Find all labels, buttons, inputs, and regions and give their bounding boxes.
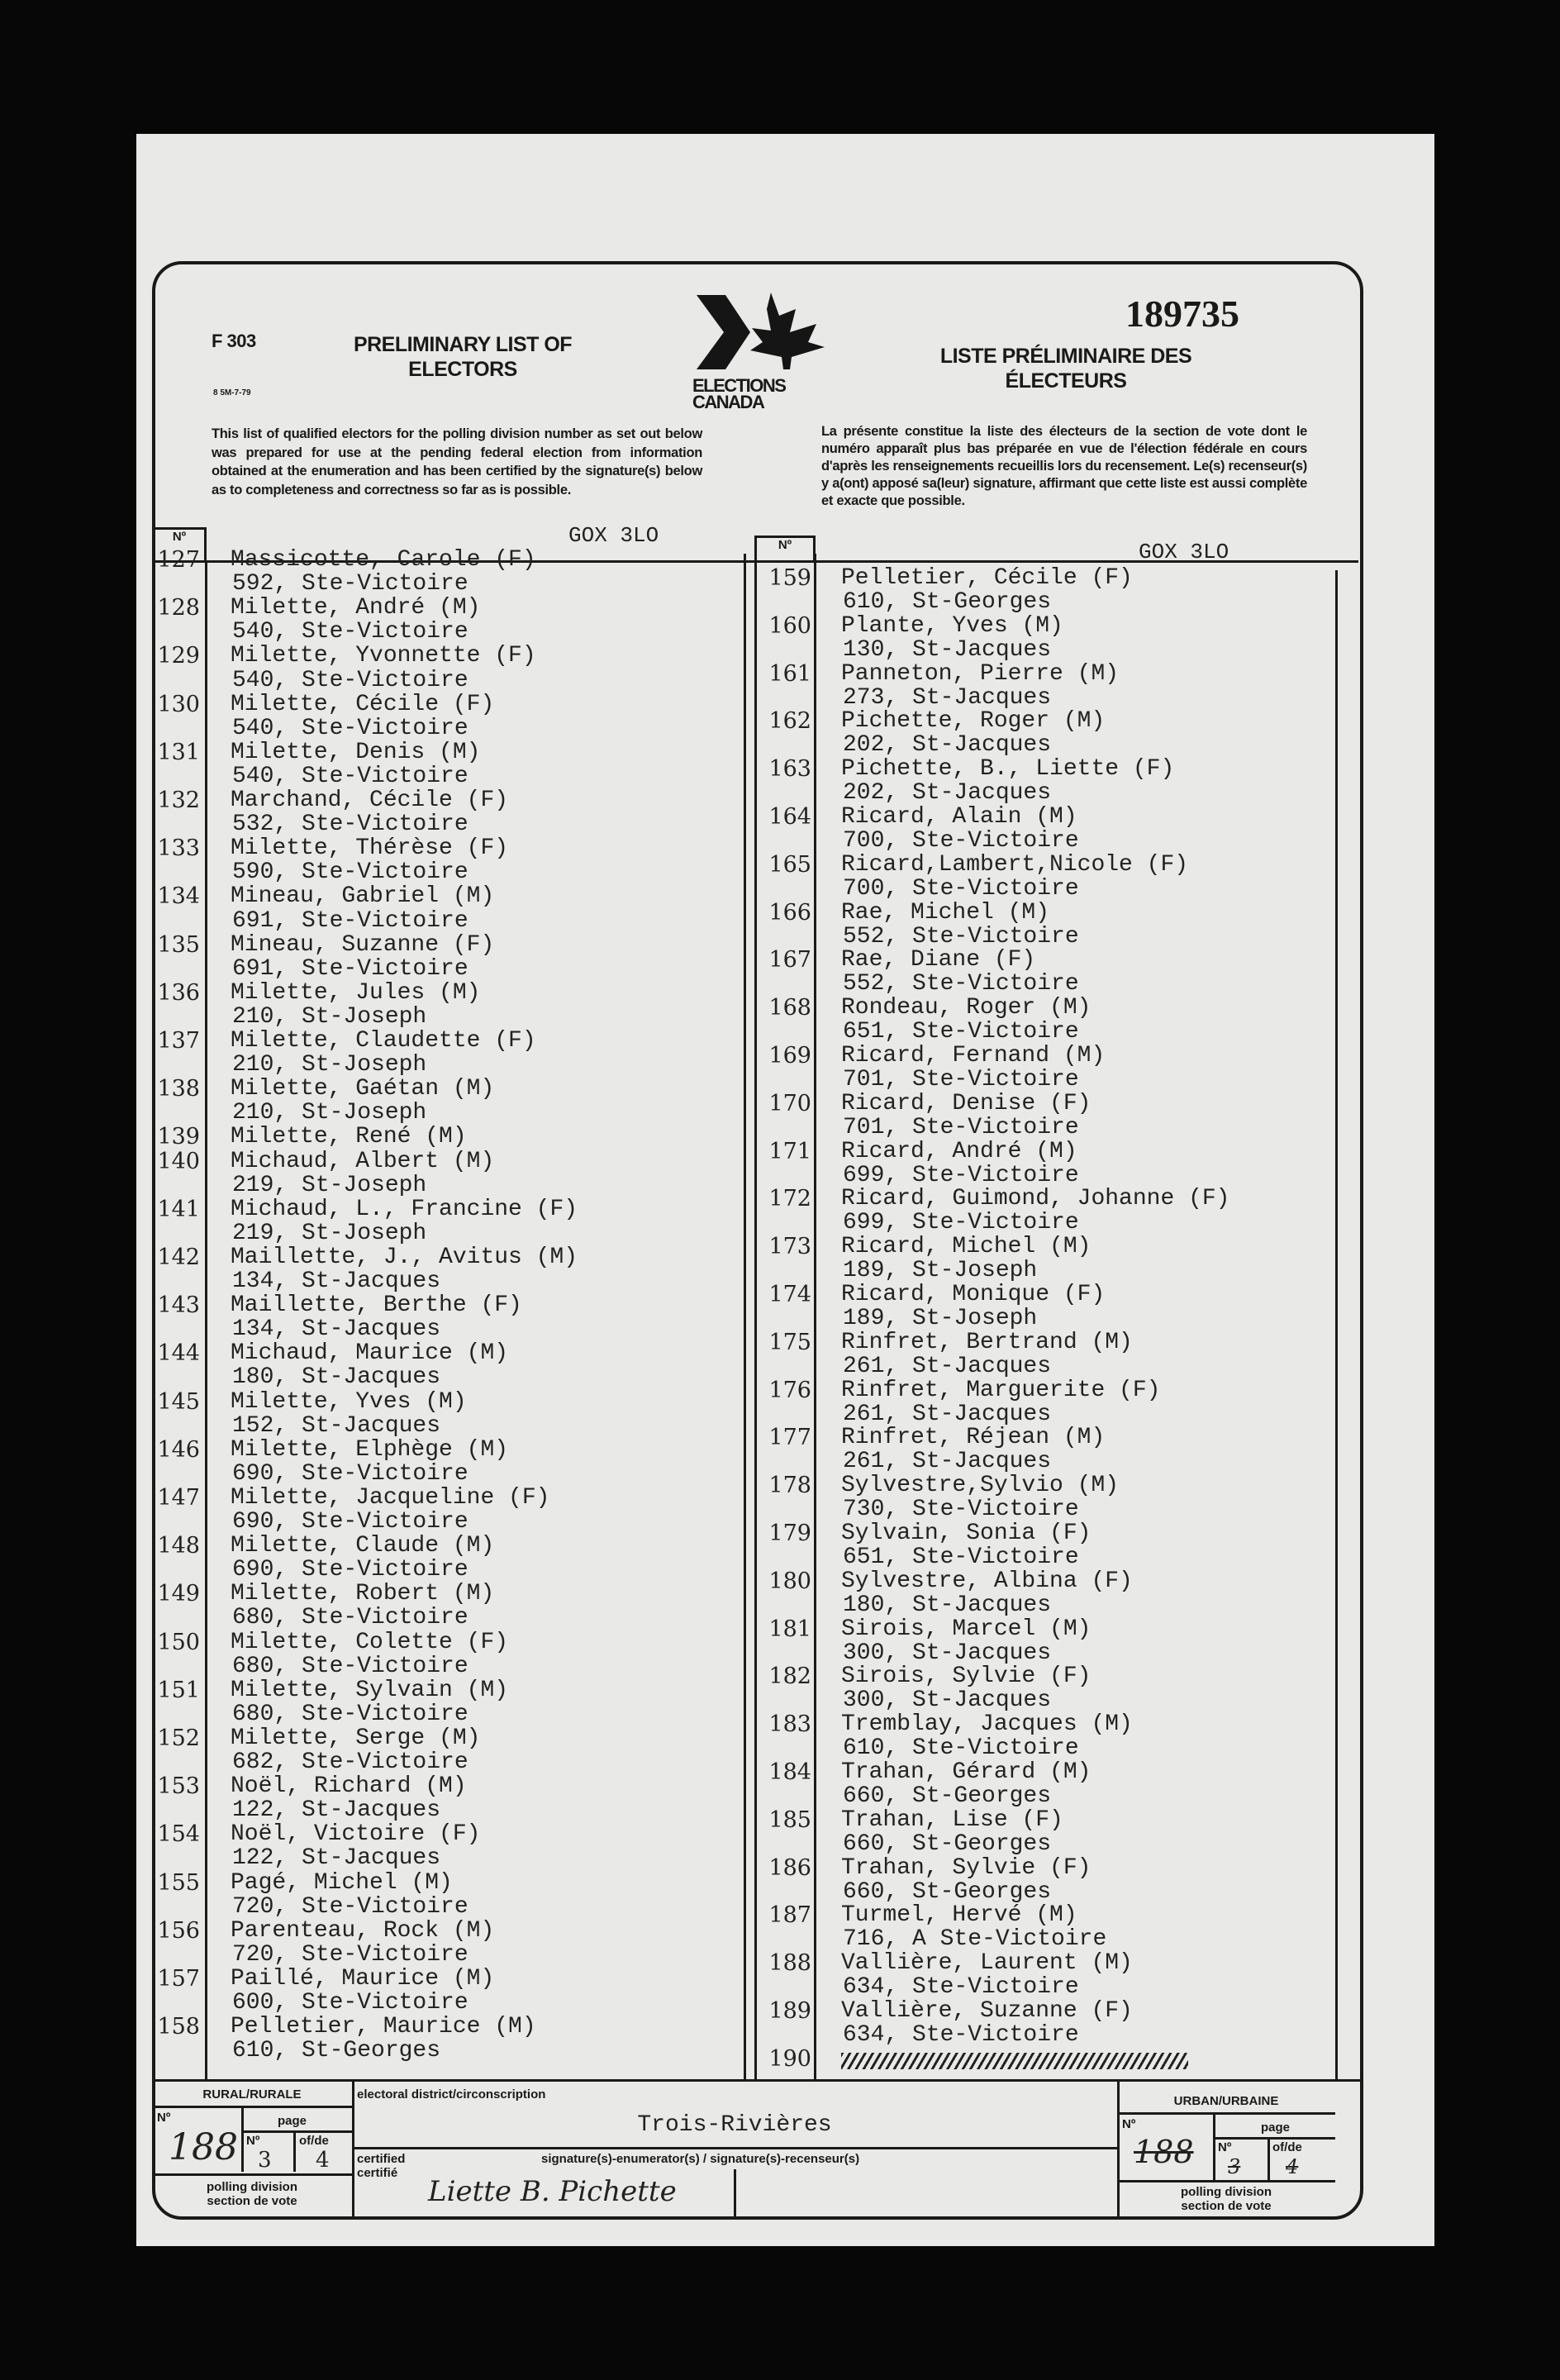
elector-name: Ricard, Alain (M): [841, 804, 1077, 830]
elector-address: 540, Ste-Victoire: [232, 763, 468, 789]
rule: [1268, 2137, 1270, 2180]
elector-name: Parenteau, Rock (M): [231, 1917, 495, 1944]
elector-address: 691, Ste-Victoire: [232, 907, 468, 934]
entry-number: 134: [157, 883, 200, 910]
rural-polling-no: 188: [169, 2126, 238, 2168]
elector-name: Panneton, Pierre (M): [841, 660, 1120, 687]
elector-address: 720, Ste-Victoire: [232, 1941, 468, 1968]
elector-name: Ricard, Michel (M): [841, 1234, 1092, 1260]
elector-name: Maillette, J., Avitus (M): [231, 1244, 578, 1270]
elector-name: Plante, Yves (M): [841, 612, 1063, 639]
elector-name: Milette, Serge (M): [231, 1725, 481, 1751]
elections-canada-logo: [692, 291, 841, 412]
urban-polling-no-crossed: 188: [1134, 2134, 1194, 2170]
elector-name: Rondeau, Roger (M): [841, 995, 1092, 1021]
elector-address: 261, St-Jacques: [843, 1449, 1052, 1475]
rural-no-label: Nº: [157, 2111, 171, 2125]
elector-address: 540, Ste-Victoire: [232, 619, 468, 645]
rule: [1117, 2180, 1335, 2182]
urban-page-label: page: [1261, 2121, 1291, 2135]
entry-number: 187: [768, 1902, 811, 1929]
elector-name: Milette, André (M): [231, 595, 481, 621]
title-fr: LISTE PRÉLIMINAIRE DES ÉLECTEURS: [939, 345, 1192, 393]
elector-address: 552, Ste-Victoire: [843, 923, 1079, 950]
elector-address: 219, St-Joseph: [232, 1220, 427, 1246]
elector-name: Michaud, L., Francine (F): [231, 1196, 578, 1222]
elector-address: 660, St-Georges: [843, 1783, 1052, 1809]
entry-number: 127: [157, 547, 200, 573]
elector-name: Milette, Denis (M): [231, 739, 481, 765]
entry-number: 164: [768, 804, 811, 830]
elector-name: Ricard,Lambert,Nicole (F): [841, 851, 1189, 878]
elector-address: 552, Ste-Victoire: [843, 971, 1079, 997]
label-fr: section de vote: [207, 2194, 297, 2208]
entry-number: 158: [157, 2014, 200, 2040]
entry-number: 143: [157, 1292, 200, 1319]
entry-number: 153: [157, 1773, 200, 1800]
elector-address: 682, Ste-Victoire: [232, 1749, 468, 1775]
elector-name: Rinfret, Bertrand (M): [841, 1329, 1133, 1355]
entry-number: 170: [768, 1090, 811, 1116]
maple-leaf-x-icon: [692, 291, 841, 374]
rule: [152, 2106, 352, 2108]
elector-name: Ricard, André (M): [841, 1138, 1077, 1164]
rural-page-label: page: [278, 2114, 307, 2128]
elector-address: 600, Ste-Victoire: [232, 1990, 468, 2016]
elector-address: 691, Ste-Victoire: [232, 955, 468, 982]
elector-address: 590, Ste-Victoire: [232, 859, 468, 886]
right-no-column-rule-a: [754, 554, 757, 2081]
urban-page-of-crossed: 4: [1286, 2155, 1299, 2178]
elector-address: 180, St-Jacques: [843, 1592, 1052, 1618]
elector-name: Milette, Sylvain (M): [231, 1677, 509, 1703]
entry-number: 147: [157, 1484, 200, 1511]
elector-name: Milette, Jules (M): [231, 979, 481, 1006]
elector-address: 610, St-Georges: [843, 588, 1052, 615]
entry-number: 168: [768, 995, 811, 1021]
elector-name: Ricard, Monique (F): [841, 1282, 1106, 1307]
rule: [241, 2130, 352, 2133]
elector-name: Vallière, Laurent (M): [841, 1950, 1133, 1977]
entry-number: 141: [157, 1196, 200, 1222]
right-no-column-rule-b: [814, 554, 816, 2081]
district-label: electoral district/circonscription: [357, 2087, 546, 2102]
entry-number: 151: [157, 1677, 200, 1703]
entry-number: 179: [768, 1521, 811, 1546]
elector-address: 532, Ste-Victoire: [232, 812, 468, 838]
urban-of-label: of/de: [1272, 2140, 1302, 2154]
entry-number: 160: [768, 612, 811, 639]
elector-address: 210, St-Joseph: [232, 1003, 427, 1030]
entry-number: 177: [768, 1425, 811, 1451]
elector-address: 130, St-Jacques: [843, 636, 1052, 663]
elector-address: 680, Ste-Victoire: [232, 1605, 468, 1631]
elector-name: Milette, Robert (M): [231, 1581, 495, 1607]
entry-number: 189: [768, 1998, 811, 2024]
entry-number: 157: [157, 1965, 200, 1992]
elector-address: 540, Ste-Victoire: [232, 667, 468, 693]
entry-number: 129: [157, 643, 200, 669]
left-no-column-rule: [205, 560, 207, 2081]
elector-name: Rae, Michel (M): [841, 899, 1050, 926]
elector-name: Trahan, Sylvie (F): [841, 1854, 1092, 1881]
rule: [293, 2130, 296, 2172]
entry-number: 142: [157, 1244, 200, 1270]
entry-number: 136: [157, 979, 200, 1006]
elector-name: Sirois, Marcel (M): [841, 1616, 1092, 1642]
logo-text-elections: ELECTIONS: [692, 375, 786, 396]
elector-address: 300, St-Jacques: [843, 1687, 1052, 1714]
elector-name: Milette, Claude (M): [231, 1533, 495, 1559]
footer-rural-rule: [352, 2079, 354, 2220]
entry-number: 169: [768, 1043, 811, 1069]
elector-name: Noël, Richard (M): [231, 1773, 467, 1800]
elector-address: 273, St-Jacques: [843, 684, 1052, 711]
elector-name: Sylvestre, Albina (F): [841, 1568, 1133, 1594]
elector-address: 680, Ste-Victoire: [232, 1701, 468, 1727]
rule: [1117, 2112, 1335, 2115]
elector-address: 210, St-Joseph: [232, 1100, 427, 1126]
entry-number: 174: [768, 1282, 811, 1307]
elector-address: 690, Ste-Victoire: [232, 1557, 468, 1583]
elector-address: 701, Ste-Victoire: [843, 1066, 1079, 1092]
elector-name: Milette, Colette (F): [231, 1629, 509, 1655]
elector-name: Noël, Victoire (F): [231, 1821, 481, 1848]
elector-address: 610, Ste-Victoire: [843, 1735, 1079, 1762]
elector-name: Pelletier, Maurice (M): [231, 2014, 536, 2040]
entry-number: 128: [157, 595, 200, 621]
elector-name: Rinfret, Réjean (M): [841, 1425, 1106, 1451]
enumerator-signature: Liette B. Pichette: [428, 2175, 677, 2208]
elector-name: Trahan, Gérard (M): [841, 1759, 1092, 1785]
entry-number: 138: [157, 1076, 200, 1102]
rural-page-of: 4: [316, 2148, 330, 2173]
postal-code-left: GOX 3LO: [568, 523, 659, 548]
entry-number: 130: [157, 691, 200, 717]
entry-number: 163: [768, 756, 811, 783]
right-edge-rule: [1335, 570, 1338, 2081]
elector-address: 634, Ste-Victoire: [843, 1974, 1079, 2001]
elector-name: Pichette, B., Liette (F): [841, 756, 1175, 783]
footer-top-rule: [152, 2079, 1360, 2082]
elector-address: 189, St-Joseph: [843, 1258, 1038, 1284]
elector-address: 651, Ste-Victoire: [843, 1019, 1079, 1045]
entry-number: 184: [768, 1759, 811, 1785]
elector-name: Maillette, Berthe (F): [231, 1292, 522, 1319]
elector-address: 134, St-Jacques: [232, 1269, 441, 1294]
entry-number: 135: [157, 931, 200, 958]
entry-number: 162: [768, 708, 811, 735]
elector-address: 540, Ste-Victoire: [232, 715, 468, 741]
urban-no-label: Nº: [1122, 2117, 1136, 2131]
serial-number: 189735: [1125, 293, 1239, 335]
elector-address: 592, Ste-Victoire: [232, 571, 468, 597]
entry-number: 161: [768, 660, 811, 687]
crossed-out-entry: [841, 2053, 1188, 2069]
entry-number: 165: [768, 851, 811, 878]
elector-name: Turmel, Hervé (M): [841, 1902, 1077, 1929]
rule: [1213, 2137, 1335, 2140]
form-date: 8 5M-7-79: [213, 388, 251, 397]
elector-name: Tremblay, Jacques (M): [841, 1711, 1133, 1738]
elector-name: Milette, Yvonnette (F): [231, 643, 536, 669]
elector-address: 699, Ste-Victoire: [843, 1210, 1079, 1236]
elector-address: 651, Ste-Victoire: [843, 1544, 1079, 1570]
entry-number: 144: [157, 1340, 200, 1367]
rural-of-label: of/de: [299, 2134, 329, 2148]
elector-name: Massicotte, Carole (F): [231, 547, 536, 573]
elector-name: Ricard, Guimond, Johanne (F): [841, 1186, 1230, 1212]
elector-name: Milette, Gaétan (M): [231, 1076, 495, 1102]
rural-polling-division-label: [152, 2180, 352, 2208]
elector-address: 730, Ste-Victoire: [843, 1497, 1079, 1523]
rural-page-no: 3: [258, 2148, 272, 2173]
entry-number: 183: [768, 1711, 811, 1738]
entry-number: 155: [157, 1869, 200, 1896]
elector-address: 261, St-Jacques: [843, 1353, 1052, 1379]
elector-name: Trahan, Lise (F): [841, 1806, 1063, 1833]
entry-number: 167: [768, 947, 811, 973]
elector-name: Pagé, Michel (M): [231, 1869, 453, 1896]
entry-number: 190: [768, 2045, 811, 2072]
entry-number: 166: [768, 899, 811, 926]
entry-number: 175: [768, 1329, 811, 1355]
elector-address: 610, St-Georges: [232, 2038, 441, 2064]
rural-label: RURAL/RURALE: [202, 2087, 302, 2102]
elector-name: Milette, Claudette (F): [231, 1028, 536, 1054]
label-en: certified: [357, 2152, 406, 2166]
entry-number: 185: [768, 1806, 811, 1833]
elector-address: 660, St-Georges: [843, 1830, 1052, 1857]
center-column-rule: [744, 554, 746, 2081]
rule: [352, 2147, 1117, 2149]
elector-address: 720, Ste-Victoire: [232, 1893, 468, 1920]
elector-address: 700, Ste-Victoire: [843, 827, 1079, 854]
district-value: Trois-Rivières: [637, 2112, 832, 2138]
elector-address: 122, St-Jacques: [232, 1797, 441, 1824]
elector-name: Milette, Cécile (F): [231, 691, 495, 717]
elector-name: Rinfret, Marguerite (F): [841, 1377, 1161, 1403]
entry-number: 172: [768, 1186, 811, 1212]
entry-number: 156: [157, 1917, 200, 1944]
entry-number: 133: [157, 835, 200, 862]
elector-name: Marchand, Cécile (F): [231, 788, 509, 813]
elector-address: 210, St-Joseph: [232, 1052, 427, 1078]
elector-name: Pichette, Roger (M): [841, 708, 1106, 735]
entry-number: 159: [768, 565, 811, 591]
elector-name: Milette, Elphège (M): [231, 1436, 509, 1463]
elector-name: Mineau, Gabriel (M): [231, 883, 495, 910]
elector-address: 189, St-Joseph: [843, 1305, 1038, 1331]
elector-address: 152, St-Jacques: [232, 1412, 441, 1439]
elector-name: Milette, René (M): [231, 1124, 467, 1150]
intro-en: This list of qualified electors for the polling division number as set out below was prepared for use at the pending federal election from information obtained at the enumeration and has been certified by the signature(s) below as to completeness and correctness so far as is possible.: [212, 426, 702, 497]
elector-address: 134, St-Jacques: [232, 1316, 441, 1343]
elector-name: Sylvestre,Sylvio (M): [841, 1473, 1120, 1499]
label-en: polling division: [207, 2180, 297, 2194]
rule: [734, 2169, 736, 2219]
entry-number: 154: [157, 1821, 200, 1848]
entry-number: 178: [768, 1473, 811, 1499]
elector-address: 634, Ste-Victoire: [843, 2021, 1079, 2048]
elector-address: 261, St-Jacques: [843, 1401, 1052, 1427]
elector-name: Vallière, Suzanne (F): [841, 1998, 1133, 2024]
elector-address: 202, St-Jacques: [843, 780, 1052, 807]
form-code: F 303: [212, 331, 256, 351]
entry-number: 150: [157, 1629, 200, 1655]
entry-number: 145: [157, 1388, 200, 1415]
elector-name: Sylvain, Sonia (F): [841, 1521, 1092, 1546]
elector-name: Milette, Yves (M): [231, 1388, 467, 1415]
entry-number: 139: [157, 1124, 200, 1150]
urban-label: URBAN/URBAINE: [1173, 2094, 1279, 2108]
elector-name: Ricard, Fernand (M): [841, 1043, 1106, 1069]
entry-number: 176: [768, 1377, 811, 1403]
entry-number: 181: [768, 1616, 811, 1642]
elector-address: 122, St-Jacques: [232, 1845, 441, 1872]
entry-number: 173: [768, 1234, 811, 1260]
title-en: PRELIMINARY LIST OF ELECTORS: [353, 333, 573, 381]
postal-code-right: GOX 3LO: [1139, 540, 1229, 564]
urban-page-no-label: Nº: [1218, 2140, 1232, 2154]
elector-address: 690, Ste-Victoire: [232, 1460, 468, 1487]
elector-name: Milette, Thérèse (F): [231, 835, 509, 862]
entry-number: 146: [157, 1436, 200, 1463]
elector-address: 680, Ste-Victoire: [232, 1653, 468, 1679]
elector-address: 699, Ste-Victoire: [843, 1162, 1079, 1188]
entry-number: 188: [768, 1950, 811, 1977]
elector-name: Milette, Jacqueline (F): [231, 1484, 550, 1511]
elector-address: 701, Ste-Victoire: [843, 1114, 1079, 1140]
entry-number: 132: [157, 788, 200, 813]
rule: [241, 2106, 244, 2172]
signature-label: signature(s)-enumerator(s) / signature(s)-recenseur(s): [541, 2152, 860, 2166]
elector-name: Michaud, Maurice (M): [231, 1340, 509, 1367]
entry-number: 171: [768, 1138, 811, 1164]
entry-number: 137: [157, 1028, 200, 1054]
label-en: polling division: [1181, 2185, 1272, 2199]
urban-page-no-crossed: 3: [1228, 2155, 1241, 2178]
entry-number: 180: [768, 1568, 811, 1594]
rule: [1213, 2112, 1215, 2180]
elector-name: Ricard, Denise (F): [841, 1090, 1092, 1116]
elector-address: 219, St-Joseph: [232, 1172, 427, 1198]
entry-number: 148: [157, 1533, 200, 1559]
entry-number: 182: [768, 1664, 811, 1690]
entry-number: 186: [768, 1854, 811, 1881]
rural-page-no-label: Nº: [246, 2134, 260, 2148]
entry-number: 149: [157, 1581, 200, 1607]
no-header-right: Nº: [754, 536, 816, 562]
intro-fr: La présente constitue la liste des électeurs de la section de vote dont le numéro apparaît plus bas préparée en vue de l'élection fédérale en cours d'après les renseignements recueillis lors du recensement. Le(s) recenseur(s) y a(ont) apposé sa(leur) signature, affirmant que cette liste est aussi complète et exacte que possible.: [821, 424, 1307, 508]
label-fr: certifié: [357, 2166, 398, 2180]
elector-address: 202, St-Jacques: [843, 732, 1052, 759]
elector-name: Rae, Diane (F): [841, 947, 1036, 973]
elector-address: 700, Ste-Victoire: [843, 875, 1079, 902]
entry-number: 152: [157, 1725, 200, 1751]
no-header-left: Nº: [152, 527, 207, 560]
entry-number: 140: [157, 1148, 200, 1174]
elector-address: 180, St-Jacques: [232, 1364, 441, 1391]
elector-address: 660, St-Georges: [843, 1878, 1052, 1905]
entry-number: 131: [157, 739, 200, 765]
certified-label: [357, 2152, 405, 2180]
urban-polling-division-label: [1117, 2185, 1335, 2213]
elector-name: Pelletier, Cécile (F): [841, 565, 1133, 591]
elector-name: Paillé, Maurice (M): [231, 1965, 495, 1992]
elector-name: Michaud, Albert (M): [231, 1148, 495, 1174]
elector-address: 716, A Ste-Victoire: [843, 1926, 1107, 1953]
rule: [152, 2173, 352, 2176]
elector-address: 690, Ste-Victoire: [232, 1509, 468, 1535]
elector-name: Sirois, Sylvie (F): [841, 1664, 1092, 1690]
elector-name: Mineau, Suzanne (F): [231, 931, 495, 958]
label-fr: section de vote: [1181, 2199, 1272, 2213]
elector-address: 300, St-Jacques: [843, 1640, 1052, 1666]
logo-text-canada: CANADA: [692, 392, 764, 412]
